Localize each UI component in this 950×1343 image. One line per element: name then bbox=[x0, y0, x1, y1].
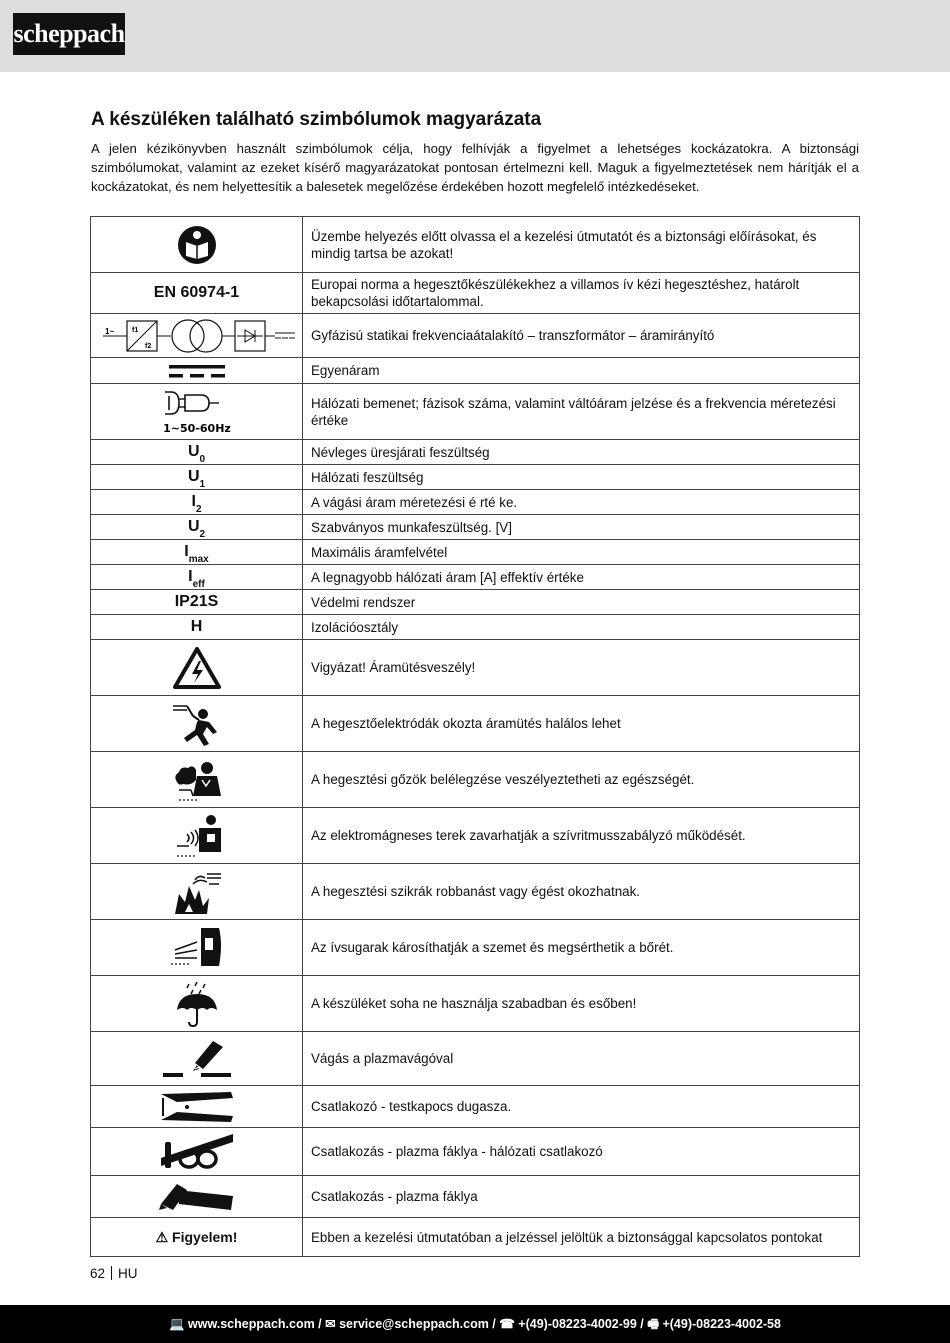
table-row bbox=[91, 384, 860, 440]
page-language: HU bbox=[118, 1266, 138, 1281]
symbol-cell bbox=[91, 976, 303, 1032]
table-row bbox=[91, 1218, 860, 1257]
symbol-cell bbox=[91, 217, 303, 273]
symbol-cell bbox=[91, 565, 303, 590]
table-row bbox=[91, 1176, 860, 1218]
electric-shock-warning-icon bbox=[172, 646, 222, 690]
symbol-cell bbox=[91, 1176, 303, 1218]
direct-current-icon bbox=[167, 362, 227, 380]
table-row bbox=[91, 358, 860, 384]
description-cell: A vágási áram méretezési é rté ke. bbox=[303, 490, 860, 515]
symbol-main: I bbox=[184, 543, 189, 560]
section-title: A készüléken található szimbólumok magyarázata bbox=[91, 109, 542, 130]
description-cell: A hegesztési szikrák robbanást vagy égést okozhatnak. bbox=[303, 864, 860, 920]
explosion-fire-icon bbox=[169, 868, 225, 916]
symbol-subscript: 1 bbox=[199, 479, 206, 490]
electrode-shock-icon bbox=[169, 700, 225, 748]
rain-umbrella-icon bbox=[173, 980, 221, 1028]
input-label: 1~ bbox=[104, 326, 114, 336]
arc-rays-icon bbox=[167, 924, 227, 972]
page-footer: 💻 www.scheppach.com / ✉ service@scheppach.com / ☎ +(49)-08223-4002-99 / 🖷 +(49)-08223-4002-58 bbox=[0, 1305, 950, 1343]
table-row bbox=[91, 490, 860, 515]
table-row bbox=[91, 540, 860, 565]
description-cell: Izolációosztály bbox=[303, 615, 860, 640]
symbol-cell: EN 60974-1 bbox=[91, 273, 303, 314]
description-cell: Gyfázisú statikai frekvenciaátalakító – transzformátor – áramirányító bbox=[303, 314, 860, 358]
description-cell: Maximális áramfelvétel bbox=[303, 540, 860, 565]
table-row bbox=[91, 314, 860, 358]
description-cell: Vigyázat! Áramütésveszély! bbox=[303, 640, 860, 696]
symbol-cell bbox=[91, 490, 303, 515]
description-cell: A készüléket soha ne használja szabadban és esőben! bbox=[303, 976, 860, 1032]
description-cell: Üzembe helyezés előtt olvassa el a kezelési útmutatót és a biztonsági előírásokat, és mindig tartsa be azokat! bbox=[303, 217, 860, 273]
symbol-main: I bbox=[188, 568, 193, 585]
table-row bbox=[91, 615, 860, 640]
page-number-value: 62 bbox=[90, 1266, 106, 1281]
symbol-cell bbox=[91, 540, 303, 565]
plasma-cutting-icon bbox=[159, 1037, 235, 1081]
plasma-torch-icon bbox=[157, 1180, 237, 1214]
table-row bbox=[91, 1032, 860, 1086]
symbol-cell bbox=[91, 358, 303, 384]
symbol-cell bbox=[91, 808, 303, 864]
symbol-subscript: 2 bbox=[199, 529, 206, 540]
page-divider bbox=[111, 1266, 112, 1280]
f2-label: f2 bbox=[144, 342, 151, 350]
table-row bbox=[91, 465, 860, 490]
table-row bbox=[91, 752, 860, 808]
symbol-main: U bbox=[187, 443, 200, 460]
description-cell: A legnagyobb hálózati áram [A] effektív értéke bbox=[303, 565, 860, 590]
scheppach-logo: scheppach bbox=[13, 13, 125, 55]
symbol-main: U bbox=[187, 518, 200, 535]
table-row bbox=[91, 217, 860, 273]
table-row bbox=[91, 864, 860, 920]
symbol-main: I bbox=[191, 493, 196, 510]
description-cell: Szabványos munkafeszültség. [V] bbox=[303, 515, 860, 540]
symbol-cell bbox=[91, 864, 303, 920]
table-row bbox=[91, 273, 860, 314]
symbol-cell: IP21S bbox=[91, 590, 303, 615]
description-cell: A hegesztőelektródák okozta áramütés halálos lehet bbox=[303, 696, 860, 752]
read-manual-icon bbox=[177, 225, 217, 265]
symbol-subscript: 2 bbox=[195, 504, 202, 515]
symbol-cell bbox=[91, 640, 303, 696]
symbol-cell bbox=[91, 696, 303, 752]
symbol-subscript: max bbox=[188, 554, 209, 565]
description-cell: Hálózati feszültség bbox=[303, 465, 860, 490]
table-row bbox=[91, 565, 860, 590]
description-cell: Csatlakozás - plazma fáklya - hálózati csatlakozó bbox=[303, 1128, 860, 1176]
symbol-cell bbox=[91, 1086, 303, 1128]
description-cell: Vágás a plazmavágóval bbox=[303, 1032, 860, 1086]
table-row bbox=[91, 1086, 860, 1128]
table-row bbox=[91, 640, 860, 696]
symbol-cell bbox=[91, 752, 303, 808]
description-cell: Europai norma a hegesztőkészülékekhez a villamos ív kézi hegesztéshez, határolt bekapcsolási időtartalommal. bbox=[303, 273, 860, 314]
description-cell: Védelmi rendszer bbox=[303, 590, 860, 615]
symbol-main: U bbox=[187, 468, 200, 485]
torch-mains-connector-icon bbox=[157, 1132, 237, 1172]
symbol-cell bbox=[91, 314, 303, 358]
page-number bbox=[90, 1266, 138, 1281]
description-cell: Az ívsugarak károsíthatják a szemet és megsérthetik a bőrét. bbox=[303, 920, 860, 976]
inverter-transformer-rectifier-icon bbox=[97, 318, 297, 354]
symbol-table bbox=[90, 216, 860, 1257]
description-cell: Hálózati bemenet; fázisok száma, valamint váltóáram jelzése és a frekvencia méretezési értéke bbox=[303, 384, 860, 440]
page-header bbox=[0, 0, 950, 72]
description-cell: Egyenáram bbox=[303, 358, 860, 384]
welding-fumes-icon bbox=[169, 756, 225, 804]
mains-input-icon bbox=[157, 387, 237, 437]
table-row bbox=[91, 1128, 860, 1176]
table-row bbox=[91, 976, 860, 1032]
symbol-cell bbox=[91, 1128, 303, 1176]
description-cell: Névleges üresjárati feszültség bbox=[303, 440, 860, 465]
symbol-cell bbox=[91, 920, 303, 976]
symbol-cell bbox=[91, 1032, 303, 1086]
symbol-cell: ⚠ Figyelem! bbox=[91, 1218, 303, 1257]
f1-label: f1 bbox=[131, 326, 138, 334]
description-cell: Csatlakozó - testkapocs dugasza. bbox=[303, 1086, 860, 1128]
table-row bbox=[91, 590, 860, 615]
description-cell: A hegesztési gőzök belélegzése veszélyeztetheti az egészségét. bbox=[303, 752, 860, 808]
table-row bbox=[91, 515, 860, 540]
table-row bbox=[91, 808, 860, 864]
symbol-subscript: eff bbox=[192, 579, 205, 590]
description-cell: Csatlakozás - plazma fáklya bbox=[303, 1176, 860, 1218]
description-cell: Ebben a kezelési útmutatóban a jelzéssel jelöltük a biztonsággal kapcsolatos pontokat bbox=[303, 1218, 860, 1257]
table-row bbox=[91, 920, 860, 976]
symbol-cell bbox=[91, 465, 303, 490]
symbol-subscript: 0 bbox=[199, 454, 206, 465]
mains-frequency-label: 1~50-60Hz bbox=[162, 421, 231, 435]
symbol-cell bbox=[91, 440, 303, 465]
pacemaker-icon bbox=[169, 812, 225, 860]
symbol-cell bbox=[91, 384, 303, 440]
symbol-cell bbox=[91, 515, 303, 540]
table-row bbox=[91, 440, 860, 465]
symbol-cell: H bbox=[91, 615, 303, 640]
intro-paragraph: A jelen kézikönyvben használt szimbólumok célja, hogy felhívják a figyelmet a lehetséges kockázatokra. A biztonsági szimbólumokat, valamint az ezeket kísérő magyarázatokat pontosan értelmezni kell. Maguk a figyelmeztetések nem hárítják el a kockázatokat, és nem helyettesítik a balesetek megelőzése érdekében hozott megfelelő intézkedéseket. bbox=[91, 141, 859, 194]
table-row bbox=[91, 696, 860, 752]
ground-clamp-icon bbox=[157, 1090, 237, 1124]
description-cell: Az elektromágneses terek zavarhatják a szívritmusszabályzó működését. bbox=[303, 808, 860, 864]
